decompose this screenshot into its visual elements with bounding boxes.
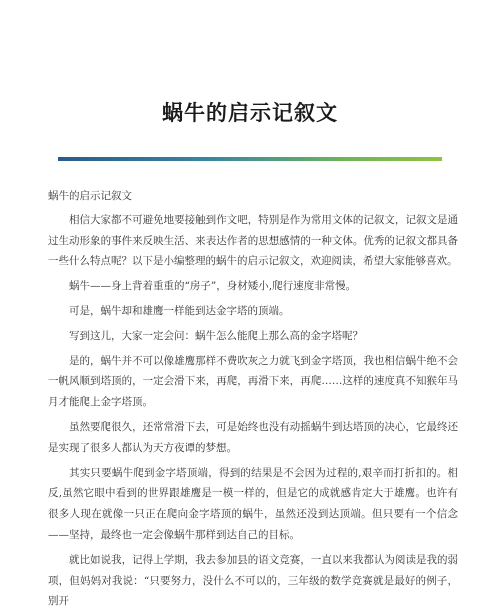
- paragraph: 相信大家都不可避免地要接触到作文吧，特别是作为常用文体的记叙文，记叙文是通过生动形象的事件来反映生活、来表达作者的思想感情的一种文体。优秀的记叙文都具备一些什么特点呢？以下是小编整理的蜗牛的启示记叙文，欢迎阅读，希望大家能够喜欢。: [48, 213, 458, 268]
- paragraph: 写到这儿，大家一定会问：蜗牛怎么能爬上那么高的金字塔呢？: [69, 329, 363, 342]
- paragraph: 虽然要爬很久，还常常滑下去，可是始终也没有动摇蜗牛到达塔顶的决心，它最终还是实现了很多人都认为天方夜谭的梦想。: [48, 420, 458, 454]
- gradient-divider: [58, 157, 442, 161]
- article-heading: 蜗牛的启示记叙文: [48, 190, 132, 202]
- paragraph: 其实只要蜗牛爬到金字塔顶端，得到的结果是不会因为过程的,艰辛而打折扣的。相反,虽然它眼中看到的世界跟雄鹰是一模一样的，但是它的成就感肯定大于雄鹰。也许有很多人现在就像一只正在爬向金字塔顶的蜗牛，虽然还没到达顶端。但只要有一个信念——坚持，最终也一定会像蜗牛那样到达自己的目标。: [48, 466, 458, 541]
- paragraph: 蜗牛——身上背着重重的“房子”，身材矮小,爬行速度非常慢。: [69, 280, 357, 293]
- page-title: 蜗牛的启示记叙文: [162, 100, 338, 125]
- article-body: [48, 186, 458, 616]
- paragraph: 是的，蜗牛并不可以像雄鹰那样不费吹灰之力就飞到金字塔顶，我也相信蜗牛绝不会一帆风顺到塔顶的，一定会滑下来，再爬，再滑下来，再爬……这样的速度真不知猴年马月才能爬上金字塔顶。: [48, 354, 458, 409]
- paragraph: 可是，蜗牛却和雄鹰一样能到达金字塔的顶端。: [69, 304, 290, 317]
- paragraph: 就比如说我，记得上学期，我去参加县的语文竞赛，一直以来我都认为阅读是我的弱项，但妈妈对我说：“只要努力，没什么不可以的，三年级的数学竞赛就是最好的例子，别开: [48, 553, 458, 608]
